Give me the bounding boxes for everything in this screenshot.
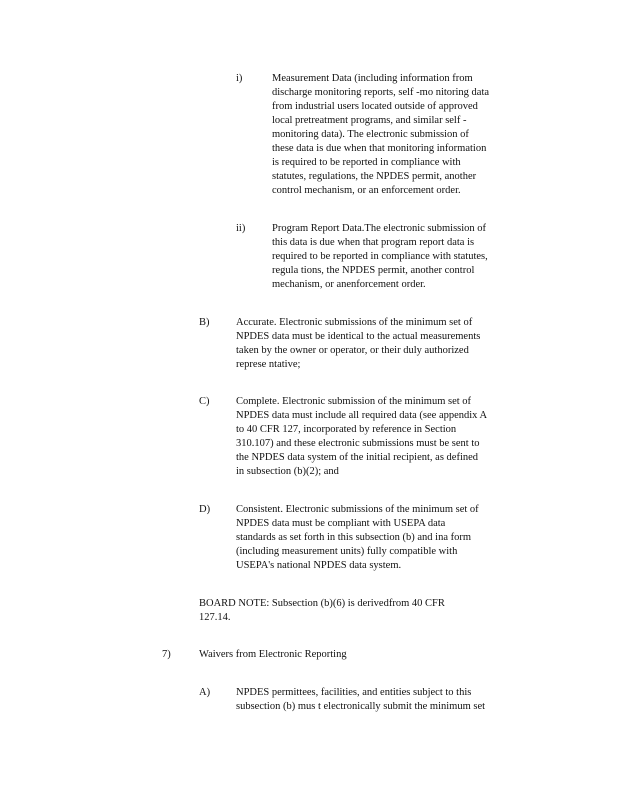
- text-line: NPDES data must be identical to the actual measurements: [236, 331, 481, 342]
- text-line: Consistent. Electronic submissions of the minimum set of: [236, 504, 479, 515]
- text-line: 310.107) and these electronic submissions must be sent to: [236, 438, 480, 449]
- text-line: statutes, regulations, the NPDES permit, another: [272, 171, 477, 182]
- text-line: regula tions, the NPDES permit, another control: [272, 265, 475, 276]
- text-line: discharge monitoring reports, self -mo nitoring data: [272, 87, 490, 98]
- text-line: represe ntative;: [236, 359, 301, 370]
- text-line: Complete. Electronic submission of the minimum set of: [236, 396, 472, 407]
- text-line: USEPA's national NPDES data system.: [236, 560, 402, 571]
- item-7a-marker: A): [199, 687, 211, 698]
- text-line: Accurate. Electronic submissions of the minimum set of: [236, 317, 473, 328]
- text-line: subsection (b) mus t electronically submit the minimum set: [236, 701, 486, 712]
- text-line: local pretreatment programs, and similar self -: [272, 115, 467, 126]
- text-line: standards as set forth in this subsection (b) and ina form: [236, 532, 472, 543]
- text-line: these data is due when that monitoring information: [272, 143, 487, 154]
- item-i-text: [272, 72, 489, 198]
- item-7a-text: [236, 686, 485, 714]
- text-line: mechanism, or anenforcement order.: [272, 279, 426, 290]
- item-ii-marker: ii): [236, 223, 246, 234]
- item-c-text: [236, 395, 487, 479]
- text-line: Program Report Data.The electronic submission of: [272, 223, 487, 234]
- item-b-marker: B): [199, 317, 210, 328]
- text-line: this data is due when that program report data is: [272, 237, 475, 248]
- item-b-text: [236, 316, 480, 372]
- item-ii-text: [272, 222, 488, 292]
- text-line: Waivers from Electronic Reporting: [199, 649, 347, 660]
- text-line: Measurement Data (including information from: [272, 73, 473, 84]
- text-line: BOARD NOTE: Subsection (b)(6) is derivedfrom 40 CFR: [199, 598, 445, 609]
- text-line: to 40 CFR 127, incorporated by reference in Section: [236, 424, 457, 435]
- text-line: (including measurement units) fully compatible with: [236, 546, 458, 557]
- text-line: NPDES permittees, facilities, and entities subject to this: [236, 687, 472, 698]
- text-line: control mechanism, or an enforcement order.: [272, 185, 461, 196]
- item-c-marker: C): [199, 396, 210, 407]
- text-line: is required to be reported in compliance with: [272, 157, 461, 168]
- text-line: monitoring data). The electronic submission of: [272, 129, 469, 140]
- item-7-heading: [199, 648, 347, 662]
- text-line: required to be reported in compliance with statutes,: [272, 251, 488, 262]
- item-i-marker: i): [236, 73, 243, 84]
- text-line: from industrial users located outside of approved: [272, 101, 478, 112]
- item-d-text: [236, 503, 479, 573]
- text-line: 127.14.: [199, 612, 231, 623]
- board-note-text: [199, 597, 445, 625]
- text-line: NPDES data must be compliant with USEPA data: [236, 518, 446, 529]
- text-line: NPDES data must include all required data (see appendix A: [236, 410, 488, 421]
- text-line: in subsection (b)(2); and: [236, 466, 339, 477]
- item-7-marker: 7): [162, 649, 171, 660]
- text-line: taken by the owner or operator, or their duly authorized: [236, 345, 469, 356]
- text-line: the NPDES data system of the initial recipient, as defined: [236, 452, 479, 463]
- item-d-marker: D): [199, 504, 211, 515]
